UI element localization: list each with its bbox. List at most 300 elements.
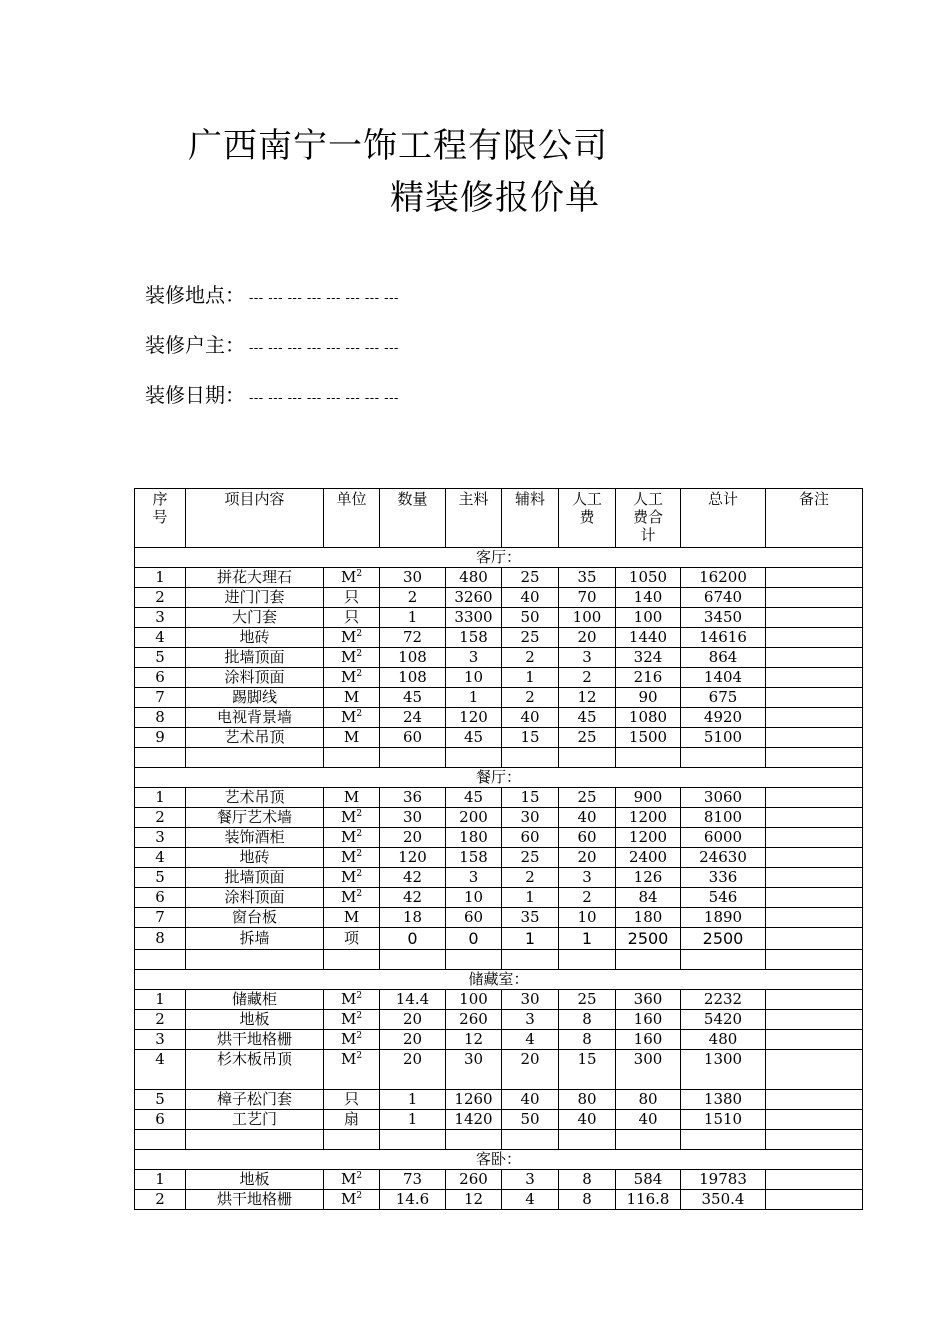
cell-remark (766, 688, 863, 708)
cell-labor: 12 (559, 688, 616, 708)
field-blank: --- --- --- --- --- --- --- --- (249, 341, 399, 356)
cell-remark (766, 888, 863, 908)
unit-exponent: 2 (356, 829, 363, 839)
cell-item: 进门门套 (186, 588, 324, 608)
cell-total: 6740 (681, 588, 766, 608)
cell-labor: 100 (559, 608, 616, 628)
cell-main-material: 1 (446, 688, 502, 708)
cell-unit: 只 (324, 1090, 380, 1110)
cell-aux-material: 30 (502, 990, 559, 1010)
cell-item: 杉木板吊顶 (186, 1050, 324, 1090)
cell-total: 1890 (681, 908, 766, 928)
cell-main-material: 3 (446, 648, 502, 668)
field-label: 装修日期： (145, 383, 245, 407)
table-row (135, 1090, 863, 1110)
cell-main-material: 3 (446, 868, 502, 888)
cell-index: 3 (135, 1030, 186, 1050)
cell-index: 4 (135, 628, 186, 648)
cell-qty: 1 (380, 1090, 446, 1110)
cell-item: 装饰酒柜 (186, 828, 324, 848)
cell-labor-total: 80 (616, 1090, 681, 1110)
cell-qty: 72 (380, 628, 446, 648)
cell-qty: 20 (380, 828, 446, 848)
section-title: 客卧： (135, 1150, 863, 1170)
unit-exponent: 2 (356, 569, 363, 579)
cell-remark (766, 728, 863, 748)
unit-exponent: 2 (356, 869, 363, 879)
cell-labor-total: 584 (616, 1170, 681, 1190)
cell-labor: 1 (559, 928, 616, 950)
cell-index: 1 (135, 788, 186, 808)
table-row (135, 1190, 863, 1210)
cell-labor: 8 (559, 1170, 616, 1190)
field-blank: --- --- --- --- --- --- --- --- (249, 391, 399, 406)
cell-total: 3060 (681, 788, 766, 808)
cell-total: 24630 (681, 848, 766, 868)
cell-remark (766, 908, 863, 928)
cell-labor-total: 160 (616, 1010, 681, 1030)
cell-unit: $M^2$ (324, 568, 380, 588)
cell-labor-total: 216 (616, 668, 681, 688)
blank-cell (766, 1130, 863, 1150)
table-row (135, 990, 863, 1010)
blank-cell (446, 950, 502, 970)
cell-item: 地砖 (186, 628, 324, 648)
cell-labor-total: 126 (616, 868, 681, 888)
cell-main-material: 60 (446, 908, 502, 928)
table-row (135, 1170, 863, 1190)
cell-unit: 只 (324, 608, 380, 628)
table-row (135, 1110, 863, 1130)
cell-index: 2 (135, 1010, 186, 1030)
cell-labor-total: 2500 (616, 928, 681, 950)
cell-index: 1 (135, 568, 186, 588)
cell-index: 7 (135, 908, 186, 928)
cell-total: 19783 (681, 1170, 766, 1190)
cell-unit: $M^2$ (324, 808, 380, 828)
cell-labor-total: 160 (616, 1030, 681, 1050)
cell-unit: $M^2$ (324, 848, 380, 868)
cell-labor: 70 (559, 588, 616, 608)
cell-qty: 1 (380, 608, 446, 628)
cell-labor: 60 (559, 828, 616, 848)
cell-remark (766, 788, 863, 808)
cell-index: 1 (135, 1170, 186, 1190)
cell-main-material: 3300 (446, 608, 502, 628)
cell-qty: 2 (380, 588, 446, 608)
cell-total: 546 (681, 888, 766, 908)
cell-index: 5 (135, 1090, 186, 1110)
cell-item: 地板 (186, 1010, 324, 1030)
field-date (145, 379, 399, 408)
table-row (135, 628, 863, 648)
cell-main-material: 1420 (446, 1110, 502, 1130)
cell-labor-total: 1440 (616, 628, 681, 648)
cell-total: 2500 (681, 928, 766, 950)
cell-remark (766, 1110, 863, 1130)
table-header-row (135, 489, 863, 548)
cell-labor: 45 (559, 708, 616, 728)
cell-index: 4 (135, 848, 186, 868)
cell-unit: $M^2$ (324, 668, 380, 688)
table-row (135, 648, 863, 668)
cell-remark (766, 1030, 863, 1050)
cell-main-material: 3260 (446, 588, 502, 608)
cell-unit: M (324, 788, 380, 808)
header-labor: 人工 费 (559, 489, 616, 548)
cell-main-material: 158 (446, 848, 502, 868)
blank-cell (135, 950, 186, 970)
cell-aux-material: 2 (502, 648, 559, 668)
cell-aux-material: 1 (502, 668, 559, 688)
cell-index: 1 (135, 990, 186, 1010)
cell-labor: 80 (559, 1090, 616, 1110)
unit-exponent: 2 (356, 709, 363, 719)
cell-qty: 30 (380, 568, 446, 588)
cell-remark (766, 568, 863, 588)
cell-labor-total: 1080 (616, 708, 681, 728)
cell-main-material: 45 (446, 728, 502, 748)
cell-total: 1300 (681, 1050, 766, 1090)
cell-total: 3450 (681, 608, 766, 628)
table-row (135, 1010, 863, 1030)
cell-qty: 24 (380, 708, 446, 728)
cell-index: 5 (135, 648, 186, 668)
header-labor-total: 人工 费合 计 (616, 489, 681, 548)
header-remark: 备注 (766, 489, 863, 548)
cell-item: 涂料顶面 (186, 888, 324, 908)
cell-main-material: 45 (446, 788, 502, 808)
header-aux-material: 辅料 (502, 489, 559, 548)
cell-unit: M (324, 728, 380, 748)
cell-index: 4 (135, 1050, 186, 1090)
cell-total: 675 (681, 688, 766, 708)
cell-main-material: 260 (446, 1170, 502, 1190)
cell-labor: 2 (559, 668, 616, 688)
cell-remark (766, 648, 863, 668)
cell-aux-material: 25 (502, 848, 559, 868)
cell-main-material: 30 (446, 1050, 502, 1090)
cell-labor-total: 40 (616, 1110, 681, 1130)
blank-cell (380, 950, 446, 970)
cell-unit: $M^2$ (324, 708, 380, 728)
cell-labor-total: 900 (616, 788, 681, 808)
cell-total: 6000 (681, 828, 766, 848)
cell-remark (766, 868, 863, 888)
cell-total: 480 (681, 1030, 766, 1050)
cell-aux-material: 3 (502, 1010, 559, 1030)
cell-qty: 108 (380, 648, 446, 668)
table-row (135, 808, 863, 828)
cell-remark (766, 1190, 863, 1210)
field-location (145, 279, 399, 308)
cell-remark (766, 1050, 863, 1090)
section-row (135, 768, 863, 788)
cell-labor: 2 (559, 888, 616, 908)
cell-item: 地砖 (186, 848, 324, 868)
header-unit: 单位 (324, 489, 380, 548)
cell-item: 烘干地格栅 (186, 1030, 324, 1050)
unit-exponent: 2 (356, 629, 363, 639)
cell-labor: 25 (559, 788, 616, 808)
blank-cell (324, 748, 380, 768)
cell-main-material: 200 (446, 808, 502, 828)
cell-total: 1510 (681, 1110, 766, 1130)
cell-index: 6 (135, 1110, 186, 1130)
blank-cell (559, 748, 616, 768)
cell-remark (766, 1170, 863, 1190)
cell-remark (766, 708, 863, 728)
cell-unit: $M^2$ (324, 1050, 380, 1090)
blank-cell (135, 1130, 186, 1150)
blank-row (135, 1130, 863, 1150)
cell-unit: M (324, 688, 380, 708)
blank-cell (616, 748, 681, 768)
blank-cell (380, 748, 446, 768)
cell-index: 8 (135, 708, 186, 728)
cell-labor: 40 (559, 1110, 616, 1130)
cell-qty: 0 (380, 928, 446, 950)
cell-qty: 30 (380, 808, 446, 828)
cell-qty: 60 (380, 728, 446, 748)
cell-index: 2 (135, 808, 186, 828)
cell-labor-total: 180 (616, 908, 681, 928)
cell-labor: 8 (559, 1010, 616, 1030)
unit-exponent: 2 (356, 649, 363, 659)
cell-main-material: 0 (446, 928, 502, 950)
cell-total: 864 (681, 648, 766, 668)
cell-index: 3 (135, 828, 186, 848)
cell-qty: 42 (380, 868, 446, 888)
cell-item: 窗台板 (186, 908, 324, 928)
cell-main-material: 12 (446, 1190, 502, 1210)
blank-cell (681, 1130, 766, 1150)
field-label: 装修地点： (145, 283, 245, 307)
cell-remark (766, 828, 863, 848)
cell-item: 批墙顶面 (186, 648, 324, 668)
cell-qty: 73 (380, 1170, 446, 1190)
cell-main-material: 120 (446, 708, 502, 728)
cell-unit: $M^2$ (324, 1190, 380, 1210)
blank-cell (135, 748, 186, 768)
cell-aux-material: 40 (502, 708, 559, 728)
header-main-material: 主料 (446, 489, 502, 548)
blank-cell (324, 950, 380, 970)
cell-unit: 项 (324, 928, 380, 950)
unit-exponent: 2 (356, 1051, 363, 1061)
cell-main-material: 180 (446, 828, 502, 848)
blank-cell (446, 1130, 502, 1150)
cell-unit: $M^2$ (324, 868, 380, 888)
cell-item: 大门套 (186, 608, 324, 628)
cell-qty: 20 (380, 1010, 446, 1030)
document-title: 精装修报价单 (390, 178, 600, 218)
cell-qty: 18 (380, 908, 446, 928)
cell-labor: 15 (559, 1050, 616, 1090)
cell-aux-material: 30 (502, 808, 559, 828)
cell-qty: 14.4 (380, 990, 446, 1010)
cell-labor-total: 140 (616, 588, 681, 608)
blank-row (135, 950, 863, 970)
cell-qty: 1 (380, 1110, 446, 1130)
cell-labor: 20 (559, 848, 616, 868)
table-row (135, 848, 863, 868)
blank-cell (380, 1130, 446, 1150)
cell-unit: $M^2$ (324, 828, 380, 848)
header-total: 总计 (681, 489, 766, 548)
cell-labor: 25 (559, 728, 616, 748)
header-item: 项目内容 (186, 489, 324, 548)
table-row (135, 588, 863, 608)
table-row (135, 708, 863, 728)
blank-cell (186, 1130, 324, 1150)
cell-labor: 10 (559, 908, 616, 928)
header-index: 序 号 (135, 489, 186, 548)
cell-unit: 扇 (324, 1110, 380, 1130)
unit-exponent: 2 (356, 809, 363, 819)
blank-cell (681, 950, 766, 970)
cell-index: 5 (135, 868, 186, 888)
cell-total: 8100 (681, 808, 766, 828)
cell-aux-material: 15 (502, 788, 559, 808)
cell-remark (766, 628, 863, 648)
unit-exponent: 2 (356, 669, 363, 679)
cell-qty: 42 (380, 888, 446, 908)
cell-total: 14616 (681, 628, 766, 648)
cell-remark (766, 990, 863, 1010)
cell-labor-total: 1500 (616, 728, 681, 748)
table-row (135, 568, 863, 588)
cell-aux-material: 40 (502, 588, 559, 608)
table-row (135, 868, 863, 888)
cell-index: 2 (135, 588, 186, 608)
cell-unit: $M^2$ (324, 628, 380, 648)
cell-aux-material: 15 (502, 728, 559, 748)
cell-item: 餐厅艺术墙 (186, 808, 324, 828)
table-row (135, 728, 863, 748)
field-owner (145, 329, 399, 358)
cell-total: 350.4 (681, 1190, 766, 1210)
cell-item: 踢脚线 (186, 688, 324, 708)
cell-main-material: 1260 (446, 1090, 502, 1110)
section-title: 客厅： (135, 548, 863, 568)
cell-remark (766, 1090, 863, 1110)
blank-row (135, 748, 863, 768)
cell-aux-material: 40 (502, 1090, 559, 1110)
cell-aux-material: 20 (502, 1050, 559, 1090)
cell-index: 6 (135, 668, 186, 688)
table-row (135, 888, 863, 908)
table-row (135, 688, 863, 708)
cell-main-material: 158 (446, 628, 502, 648)
cell-total: 4920 (681, 708, 766, 728)
section-title: 储藏室： (135, 970, 863, 990)
cell-aux-material: 35 (502, 908, 559, 928)
section-row (135, 970, 863, 990)
section-row (135, 1150, 863, 1170)
blank-cell (502, 950, 559, 970)
blank-cell (324, 1130, 380, 1150)
unit-exponent: 2 (356, 1011, 363, 1021)
cell-aux-material: 2 (502, 688, 559, 708)
cell-total: 336 (681, 868, 766, 888)
cell-aux-material: 60 (502, 828, 559, 848)
cell-total: 5100 (681, 728, 766, 748)
cell-labor-total: 360 (616, 990, 681, 1010)
cell-remark (766, 1010, 863, 1030)
cell-remark (766, 608, 863, 628)
header-qty: 数量 (380, 489, 446, 548)
cell-aux-material: 2 (502, 868, 559, 888)
cell-aux-material: 25 (502, 568, 559, 588)
cell-remark (766, 928, 863, 950)
cell-unit: $M^2$ (324, 1010, 380, 1030)
cell-labor-total: 324 (616, 648, 681, 668)
field-label: 装修户主： (145, 333, 245, 357)
cell-item: 烘干地格栅 (186, 1190, 324, 1210)
cell-aux-material: 3 (502, 1170, 559, 1190)
cell-aux-material: 50 (502, 1110, 559, 1130)
cell-item: 拼花大理石 (186, 568, 324, 588)
cell-labor-total: 1050 (616, 568, 681, 588)
blank-cell (559, 950, 616, 970)
cell-index: 3 (135, 608, 186, 628)
unit-exponent: 2 (356, 849, 363, 859)
blank-cell (502, 1130, 559, 1150)
cell-item: 电视背景墙 (186, 708, 324, 728)
table-row (135, 908, 863, 928)
blank-cell (616, 950, 681, 970)
cell-unit: $M^2$ (324, 648, 380, 668)
cell-item: 艺术吊顶 (186, 728, 324, 748)
cell-unit: $M^2$ (324, 888, 380, 908)
blank-cell (502, 748, 559, 768)
cell-index: 6 (135, 888, 186, 908)
cell-labor: 40 (559, 808, 616, 828)
cell-labor: 3 (559, 868, 616, 888)
blank-cell (186, 950, 324, 970)
blank-cell (559, 1130, 616, 1150)
cell-index: 2 (135, 1190, 186, 1210)
section-row (135, 548, 863, 568)
cell-labor-total: 1200 (616, 828, 681, 848)
table-row (135, 928, 863, 950)
cell-labor: 8 (559, 1030, 616, 1050)
cell-item: 涂料顶面 (186, 668, 324, 688)
cell-main-material: 12 (446, 1030, 502, 1050)
cell-labor-total: 84 (616, 888, 681, 908)
cell-remark (766, 808, 863, 828)
cell-item: 拆墙 (186, 928, 324, 950)
table-row (135, 1050, 863, 1090)
cell-item: 樟子松门套 (186, 1090, 324, 1110)
cell-labor-total: 116.8 (616, 1190, 681, 1210)
unit-exponent: 2 (356, 1171, 363, 1181)
unit-exponent: 2 (356, 991, 363, 1001)
field-blank: --- --- --- --- --- --- --- --- (249, 291, 399, 306)
cell-labor: 8 (559, 1190, 616, 1210)
cell-unit: $M^2$ (324, 990, 380, 1010)
cell-aux-material: 1 (502, 928, 559, 950)
cell-total: 1404 (681, 668, 766, 688)
quote-table (134, 488, 863, 1210)
cell-labor-total: 2400 (616, 848, 681, 868)
cell-item: 艺术吊顶 (186, 788, 324, 808)
cell-qty: 45 (380, 688, 446, 708)
cell-qty: 36 (380, 788, 446, 808)
blank-cell (766, 950, 863, 970)
cell-unit: M (324, 908, 380, 928)
